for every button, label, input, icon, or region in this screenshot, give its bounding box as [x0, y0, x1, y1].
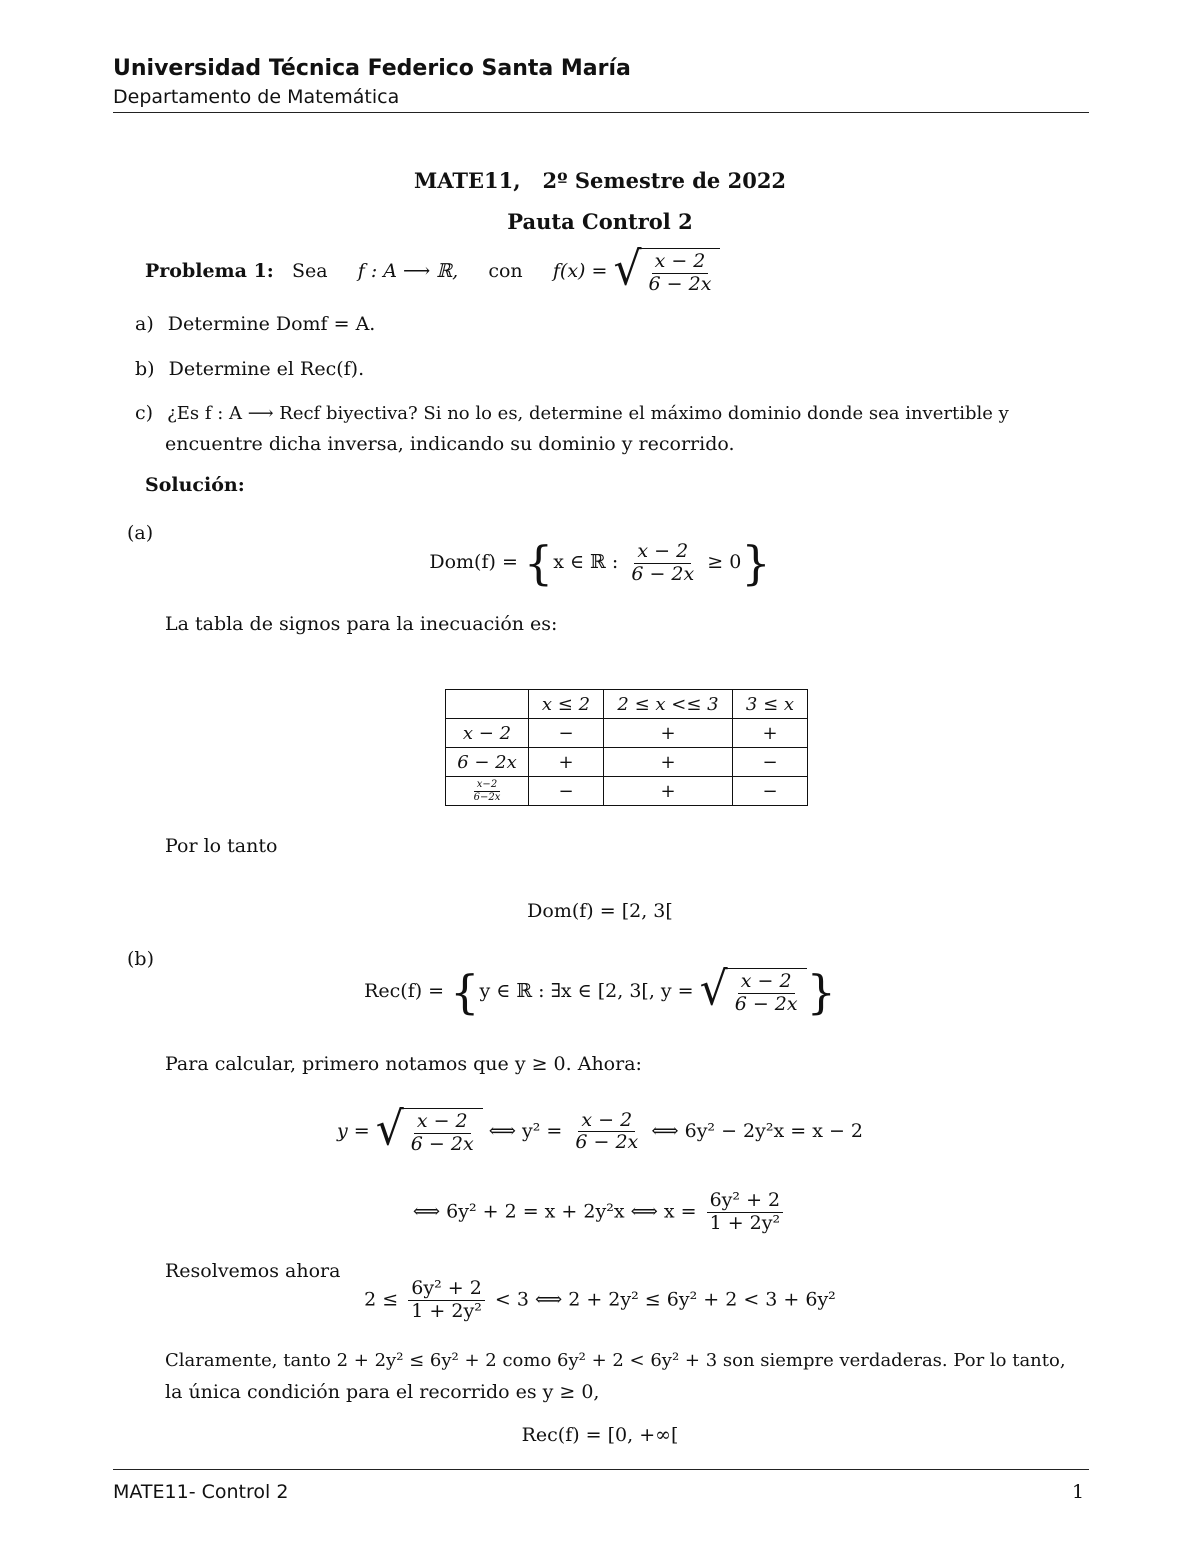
dom-result: Dom(f) = [2, 3[	[527, 900, 673, 922]
item-c	[135, 402, 1009, 424]
part-a-marker: (a)	[127, 522, 154, 544]
left-brace: {	[523, 536, 554, 590]
part-b-marker: (b)	[127, 948, 154, 970]
table-row	[446, 748, 808, 777]
ineq-left: 2 ≤	[364, 1288, 399, 1311]
table-cell: −	[733, 777, 808, 806]
ineq-right: < 3 ⟺ 2 + 2y² ≤ 6y² + 2 < 3 + 6y²	[494, 1288, 836, 1311]
calc-intro: Para calcular, primero notamos que y ≥ 0. Ahora:	[165, 1053, 642, 1075]
header-rule	[113, 112, 1089, 113]
resolvemos-text: Resolvemos ahora	[165, 1260, 341, 1282]
footer-course: MATE11- Control 2	[113, 1481, 289, 1503]
table-cell: +	[733, 719, 808, 748]
item-b-marker: b)	[135, 358, 155, 380]
item-a-marker: a)	[135, 313, 154, 335]
problem-con: con	[488, 259, 523, 282]
solution-label: Solución:	[145, 474, 245, 496]
eq1-frac-num: x − 2	[414, 1111, 471, 1134]
sign-table	[445, 689, 808, 806]
eq1-frac2-den: 6 − 2x	[575, 1131, 639, 1154]
small-frac-num: x−2	[474, 779, 500, 792]
item-c-continuation: encuentre dicha inversa, indicando su dominio y recorrido.	[165, 433, 735, 455]
eq2-num: 6y² + 2	[707, 1190, 784, 1213]
rec-set-equation: Rec(f) = {y ∈ ℝ : ∃x ∈ [2, 3[, y = √ $\frac{x - 2}{6 - 2x}$ }	[364, 962, 836, 1019]
eq2-den: 1 + 2y²	[709, 1211, 781, 1234]
table-row-label: x − 2	[446, 719, 529, 748]
table-header-cell: 3 ≤ x	[733, 690, 808, 719]
rec-result: Rec(f) = [0, +∞[	[521, 1424, 679, 1446]
problem-num: x − 2	[652, 251, 709, 274]
therefore-text: Por lo tanto	[165, 835, 278, 857]
eq2-left: ⟺ 6y² + 2 = x + 2y²x ⟺ x =	[412, 1200, 697, 1223]
table-cell: −	[733, 748, 808, 777]
item-a	[135, 313, 375, 335]
table-header-cell: 2 ≤ x <≤ 3	[604, 690, 733, 719]
problem-label: Problema 1:	[145, 259, 274, 282]
university-name: Universidad Técnica Federico Santa María	[113, 56, 631, 81]
right-brace: }	[806, 964, 836, 1019]
inequality	[0, 1278, 1200, 1323]
conclusion-line-1: Claramente, tanto 2 + 2y² ≤ 6y² + 2 como 6y² + 2 < 6y² + 3 son siempre verdaderas. Por lo tanto,	[165, 1350, 1066, 1371]
dom-set-equation	[0, 536, 1200, 590]
conclusion-line-2: la única condición para el recorrido es y ≥ 0,	[165, 1381, 600, 1403]
item-b	[135, 358, 364, 380]
page-number: 1	[1072, 1481, 1085, 1503]
table-header-row	[446, 690, 808, 719]
table-cell: −	[529, 719, 604, 748]
table-intro: La tabla de signos para la inecuación es:	[165, 613, 558, 635]
right-brace: }	[741, 536, 771, 590]
dom-set-start: x ∈ ℝ :	[553, 551, 619, 573]
small-frac-den: 6−2x	[473, 791, 501, 803]
document-subtitle: Pauta Control 2	[507, 209, 693, 234]
problem-den: 6 − 2x	[648, 272, 712, 295]
table-row	[446, 777, 808, 806]
eq1-frac-den: 6 − 2x	[410, 1132, 474, 1155]
table-cell: +	[604, 719, 733, 748]
eq1-iff1: ⟺ y² =	[488, 1119, 563, 1142]
table-row-label: 6 − 2x	[446, 748, 529, 777]
problem-sea: Sea	[291, 259, 328, 282]
document-title	[0, 168, 1200, 193]
table-cell: +	[604, 748, 733, 777]
dom-frac-den: 6 − 2x	[631, 562, 695, 585]
table-header-cell: x ≤ 2	[529, 690, 604, 719]
eq1-y: y =	[336, 1119, 370, 1142]
eq1-frac2-num: x − 2	[578, 1110, 635, 1133]
item-a-text: Determine Domf = A.	[167, 313, 376, 335]
item-c-marker: c)	[135, 402, 154, 424]
left-brace: {	[450, 964, 480, 1019]
problem-fx: f(x) =	[552, 259, 608, 282]
department-name: Departamento de Matemática	[113, 86, 400, 108]
dom-left: Dom(f) =	[429, 551, 518, 573]
table-row	[446, 719, 808, 748]
rec-frac-den: 6 − 2x	[734, 992, 798, 1015]
rec-set: y ∈ ℝ : ∃x ∈ [2, 3[, y =	[479, 979, 694, 1002]
equation-1: y = √ $\frac{x - 2}{6 - 2x}$ ⟺ y² = $\frac{x - 2}{6 - 2x}$ ⟺ 6y² − 2y²x = x − 2	[336, 1102, 863, 1157]
dom-set-end: ≥ 0	[707, 551, 742, 573]
problem-statement	[145, 242, 720, 297]
equation-2	[0, 1190, 1200, 1235]
table-row-label	[446, 777, 529, 806]
dom-frac-num: x − 2	[634, 541, 691, 564]
semester: 2º Semestre de 2022	[542, 168, 787, 193]
course-code: MATE11,	[413, 168, 521, 193]
problem-sqrt: √ $\frac{x - 2}{6 - 2x}$	[613, 248, 720, 296]
table-cell: −	[529, 777, 604, 806]
table-cell: +	[604, 777, 733, 806]
item-c-text: ¿Es f : A ⟶ Recf biyectiva? Si no lo es, determine el máximo dominio donde sea invertible y	[167, 403, 1009, 424]
rec-frac-num: x − 2	[738, 971, 795, 994]
rec-left: Rec(f) =	[364, 979, 445, 1002]
ineq-num: 6y² + 2	[408, 1278, 485, 1301]
table-cell: +	[529, 748, 604, 777]
eq1-iff2: ⟺ 6y² − 2y²x = x − 2	[651, 1119, 863, 1142]
ineq-den: 1 + 2y²	[411, 1299, 482, 1322]
problem-map: f : A ⟶ ℝ,	[357, 259, 459, 282]
table-header-cell	[446, 690, 529, 719]
footer-rule	[113, 1469, 1089, 1470]
item-b-text: Determine el Rec(f).	[168, 358, 365, 380]
